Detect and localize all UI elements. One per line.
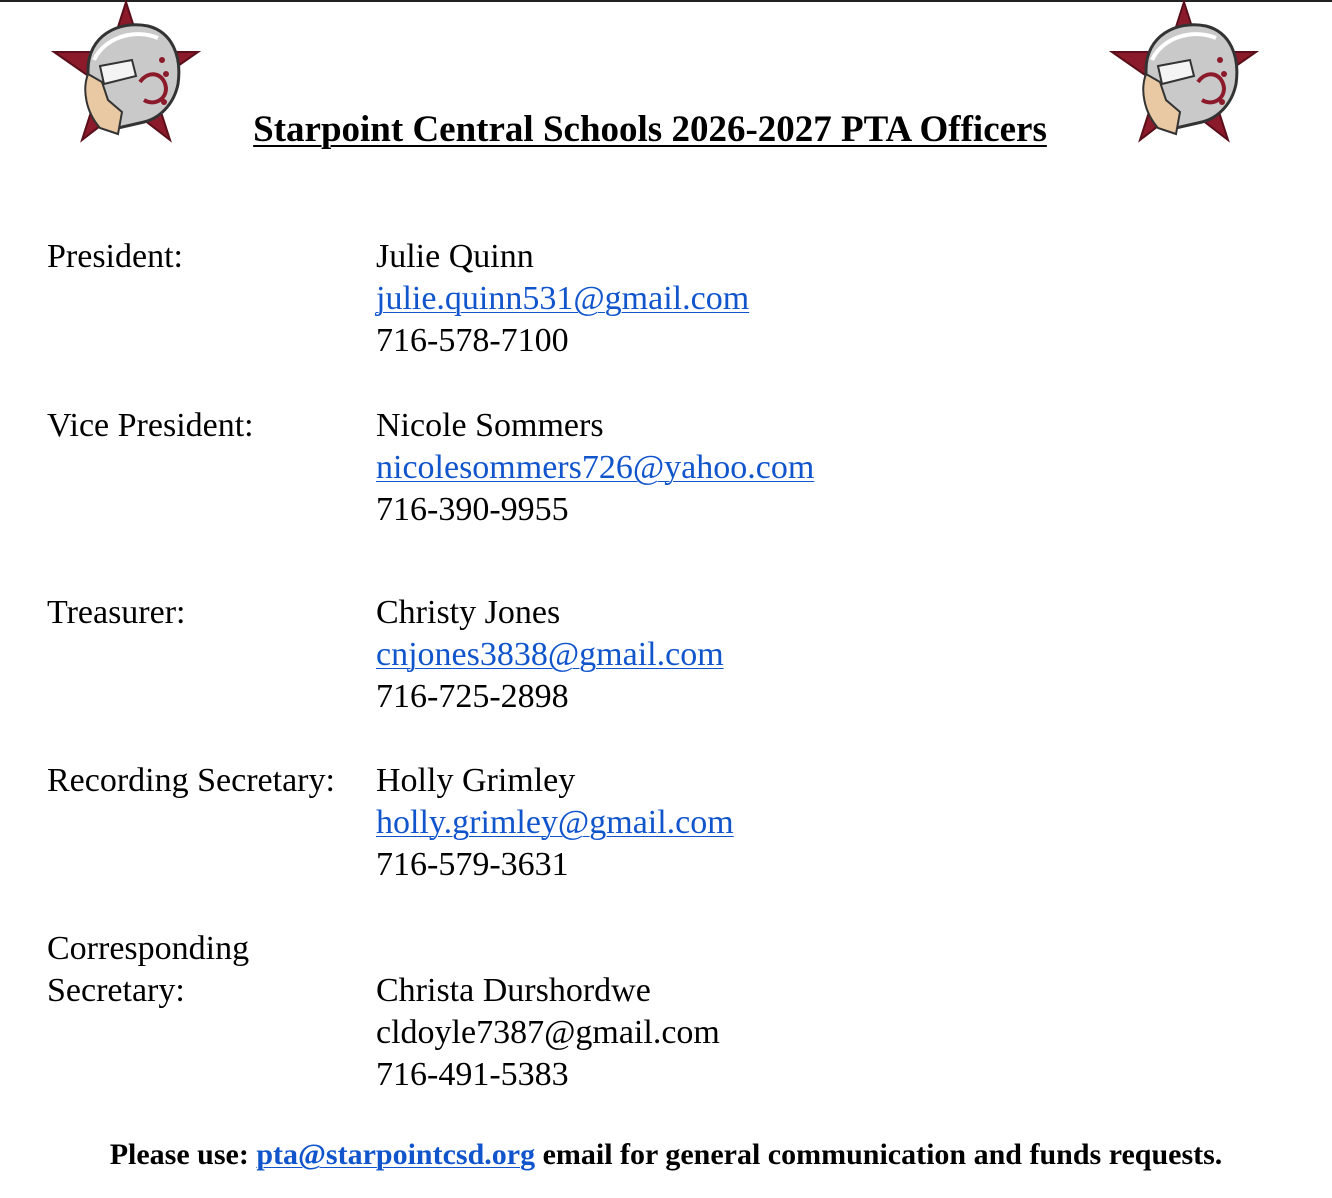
officer-phone: 716-578-7100 <box>376 322 569 359</box>
officer-block-recording-secretary <box>376 760 734 886</box>
officer-block-treasurer <box>376 592 724 718</box>
page-title: Starpoint Central Schools 2026-2027 PTA Officers <box>253 109 1047 150</box>
officer-email-link[interactable]: holly.grimley@gmail.com <box>376 804 734 841</box>
officer-email: cldoyle7387@gmail.com <box>376 1014 720 1051</box>
officer-email-link[interactable]: julie.quinn531@gmail.com <box>376 280 750 317</box>
footer-prefix: Please use: <box>109 1138 257 1171</box>
officer-block-corresponding-secretary <box>376 970 720 1096</box>
footer-note <box>0 1138 1332 1172</box>
officer-name: Julie Quinn <box>376 238 534 275</box>
officer-phone: 716-725-2898 <box>376 678 569 715</box>
role-label-treasurer: Treasurer: <box>47 594 186 631</box>
role-label-corresponding-secretary <box>47 928 249 1012</box>
role-label-president: President: <box>47 238 183 275</box>
role-label-recording-secretary: Recording Secretary: <box>47 762 335 799</box>
officer-name: Christy Jones <box>376 594 561 631</box>
role-label-line2: Secretary: <box>47 972 185 1009</box>
officer-block-vice-president <box>376 405 814 531</box>
officer-phone: 716-491-5383 <box>376 1056 569 1093</box>
officer-name: Christa Durshordwe <box>376 972 651 1009</box>
officer-email-link[interactable]: cnjones3838@gmail.com <box>376 636 724 673</box>
footer-email-link[interactable]: pta@starpointcsd.org <box>256 1138 536 1171</box>
officer-phone: 716-390-9955 <box>376 491 569 528</box>
officer-name: Nicole Sommers <box>376 407 604 444</box>
officer-email-link[interactable]: nicolesommers726@yahoo.com <box>376 449 815 486</box>
footer-suffix: email for general communication and funds requests. <box>535 1138 1223 1171</box>
role-label-vice-president: Vice President: <box>47 407 254 444</box>
role-label-line1: Corresponding <box>47 930 250 967</box>
officer-name: Holly Grimley <box>376 762 576 799</box>
officer-phone: 716-579-3631 <box>376 846 569 883</box>
officer-block-president <box>376 236 749 362</box>
